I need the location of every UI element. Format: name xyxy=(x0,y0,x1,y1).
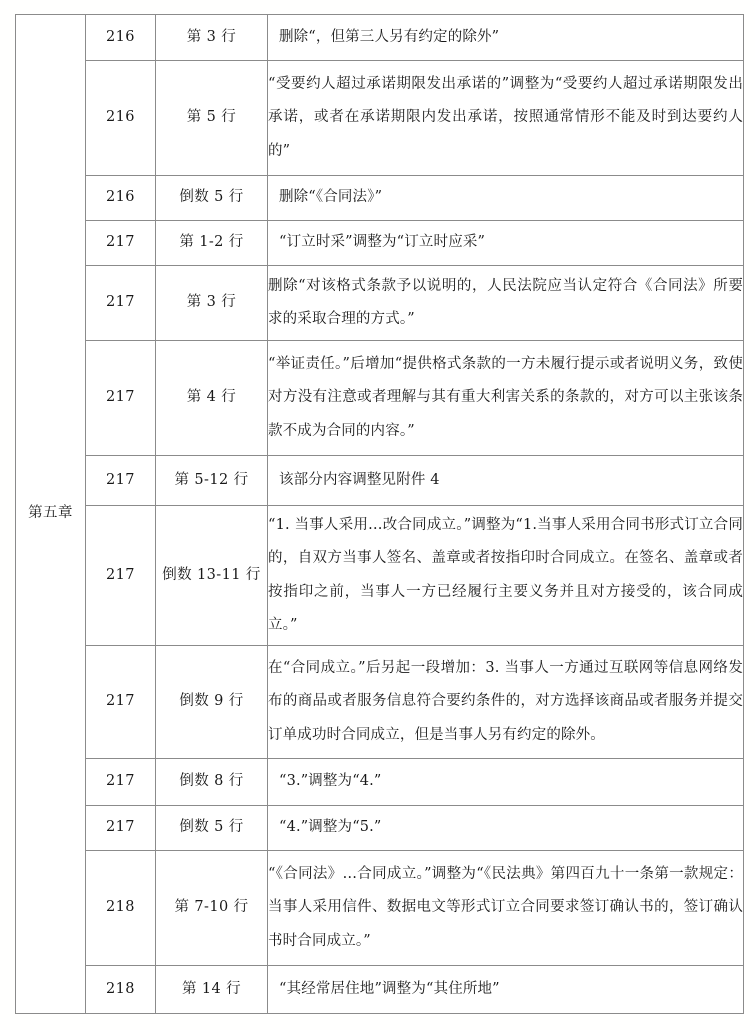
table-row xyxy=(16,456,744,506)
page-number-cell: 218 xyxy=(86,851,156,966)
amendment-content-cell: “4.”调整为“5.” xyxy=(268,806,744,851)
amendment-content-cell: 删除“《合同法》” xyxy=(268,176,744,221)
amendment-content-cell: “订立时采”调整为“订立时应采” xyxy=(268,221,744,266)
amendment-content-cell: “3.”调整为“4.” xyxy=(268,759,744,806)
table-row xyxy=(16,221,744,266)
amendment-content-cell: “举证责任。”后增加“提供格式条款的一方未履行提示或者说明义务，致使对方没有注意或者理解与其有重大利害关系的条款的，对方可以主张该条款不成为合同的内容。” xyxy=(268,341,744,456)
page-number-cell: 217 xyxy=(86,806,156,851)
page-number-cell: 216 xyxy=(86,61,156,176)
line-reference-cell: 倒数 5 行 xyxy=(156,806,268,851)
line-reference-cell: 第 3 行 xyxy=(156,266,268,341)
page-number-cell: 217 xyxy=(86,266,156,341)
amendment-content-cell: 删除“，但第三人另有约定的除外” xyxy=(268,15,744,61)
table-row xyxy=(16,266,744,341)
page-number-cell: 216 xyxy=(86,176,156,221)
page-number-cell: 217 xyxy=(86,646,156,759)
amendment-comparison-table xyxy=(15,14,744,1014)
table-row xyxy=(16,176,744,221)
page-number-cell: 217 xyxy=(86,759,156,806)
table-row xyxy=(16,966,744,1014)
line-reference-cell: 第 3 行 xyxy=(156,15,268,61)
line-reference-cell: 倒数 5 行 xyxy=(156,176,268,221)
table-row xyxy=(16,759,744,806)
amendment-content-cell: “受要约人超过承诺期限发出承诺的”调整为“受要约人超过承诺期限发出承诺，或者在承诺期限内发出承诺，按照通常情形不能及时到达要约人的” xyxy=(268,61,744,176)
page-number-cell: 217 xyxy=(86,506,156,646)
amendment-content-cell: 该部分内容调整见附件 4 xyxy=(268,456,744,506)
table-row xyxy=(16,506,744,646)
line-reference-cell: 第 1-2 行 xyxy=(156,221,268,266)
amendment-content-cell: 在“合同成立。”后另起一段增加：3. 当事人一方通过互联网等信息网络发布的商品或者服务信息符合要约条件的，对方选择该商品或者服务并提交订单成功时合同成立，但是当事人另有约定的除外。 xyxy=(268,646,744,759)
line-reference-cell: 倒数 9 行 xyxy=(156,646,268,759)
line-reference-cell: 第 7-10 行 xyxy=(156,851,268,966)
line-reference-cell: 第 5 行 xyxy=(156,61,268,176)
page-number-cell: 218 xyxy=(86,966,156,1014)
amendment-table-container xyxy=(15,14,743,1014)
line-reference-cell: 第 5-12 行 xyxy=(156,456,268,506)
line-reference-cell: 倒数 8 行 xyxy=(156,759,268,806)
page-number-cell: 217 xyxy=(86,341,156,456)
amendment-content-cell: “1. 当事人采用…改合同成立。”调整为“1.当事人采用合同书形式订立合同的，自双方当事人签名、盖章或者按指印时合同成立。在签名、盖章或者按指印之前，当事人一方已经履行主要义务并且对方接受的，该合同成立。” xyxy=(268,506,744,646)
page-number-cell: 217 xyxy=(86,456,156,506)
table-row xyxy=(16,806,744,851)
amendment-content-cell: “《合同法》…合同成立。”调整为“《民法典》第四百九十一条第一款规定：当事人采用信件、数据电文等形式订立合同要求签订确认书的，签订确认书时合同成立。” xyxy=(268,851,744,966)
line-reference-cell: 倒数 13-11 行 xyxy=(156,506,268,646)
chapter-cell: 第五章 xyxy=(16,15,86,1014)
amendment-content-cell: 删除“对该格式条款予以说明的，人民法院应当认定符合《合同法》所要求的采取合理的方式。” xyxy=(268,266,744,341)
amendment-content-cell: “其经常居住地”调整为“其住所地” xyxy=(268,966,744,1014)
page-number-cell: 216 xyxy=(86,15,156,61)
table-row xyxy=(16,341,744,456)
line-reference-cell: 第 4 行 xyxy=(156,341,268,456)
table-row xyxy=(16,851,744,966)
line-reference-cell: 第 14 行 xyxy=(156,966,268,1014)
table-row xyxy=(16,15,744,61)
table-row xyxy=(16,61,744,176)
table-row xyxy=(16,646,744,759)
page-number-cell: 217 xyxy=(86,221,156,266)
